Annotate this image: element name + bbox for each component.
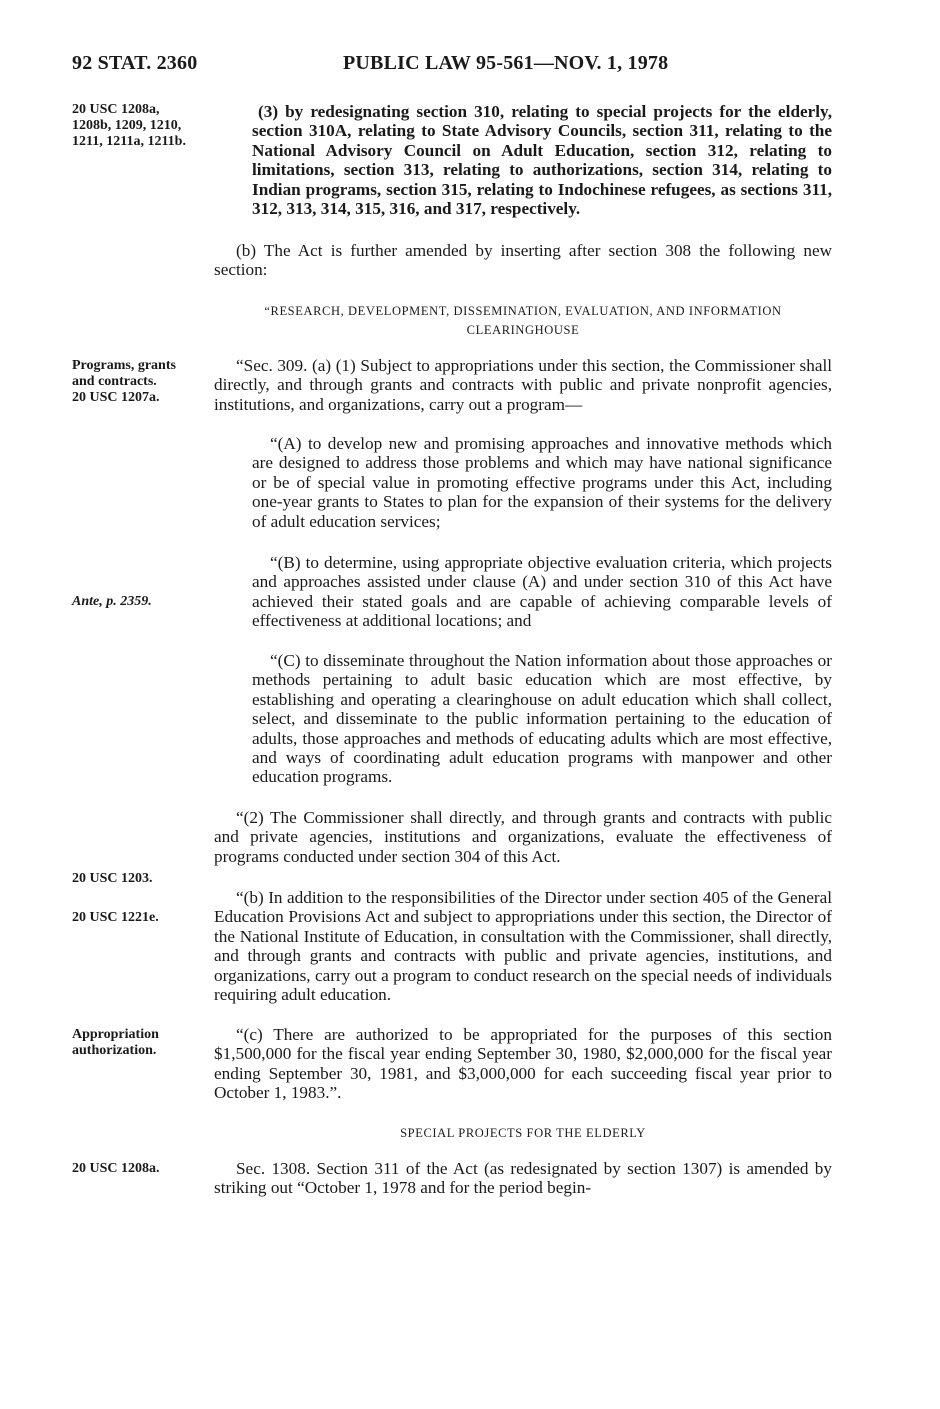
running-header: PUBLIC LAW 95-561—NOV. 1, 1978: [343, 52, 669, 74]
subsection-a2: “(2) The Commissioner shall directly, and through grants and contracts with public and private agencies, institutions and organizations, evaluate the effectiveness of programs conducted under section 304 of this Act.: [214, 808, 832, 866]
clause-b: “(B) to determine, using appropriate objective evaluation criteria, which projects and approaches assisted under clause (A) and under section 310 of this Act have achieved their stated goals and are capable of achieving comparable levels of effectiveness at additional locations; and: [252, 553, 832, 631]
margin-note-programs-usc: 20 USC 1207a.: [72, 390, 160, 405]
margin-note-appropriation: Appropriation authorization.: [72, 1027, 159, 1058]
paragraph-b: (b) The Act is further amended by inserting after section 308 the following new section:: [214, 241, 832, 280]
stat-page-number: 92 STAT. 2360: [72, 52, 198, 74]
clause-c: “(C) to disseminate throughout the Nation information about those approaches or methods pertaining to adult basic education which are most effective, by establishing and operating a clearinghouse on adult education which shall collect, select, and disseminate to the public information pertaining to the education of adults, those approaches and methods of educating adults which are most effective, and ways of coordinating adult education programs with manpower and other education programs.: [252, 651, 832, 787]
subsection-b: “(b) In addition to the responsibilities of the Director under section 405 of the General Education Provisions Act and subject to appropriations under this section, the Director of the National Institute of Education, in consultation with the Commissioner, shall directly, and through grants and contracts with public and private agencies, institutions, and organizations, carry out a program to conduct research on the special needs of individuals requiring adult education.: [214, 888, 832, 1005]
margin-note-usc-1208a: 20 USC 1208a.: [72, 1161, 160, 1176]
section-heading-research: “RESEARCH, DEVELOPMENT, DISSEMINATION, EVALUATION, AND INFORMATION CLEARINGHOUSE: [264, 304, 782, 337]
margin-note-usc-1203: 20 USC 1203.: [72, 871, 153, 886]
paragraph-3: (3) by redesignating section 310, relating to special projects for the elderly, section 310A, relating to State Advisory Councils, section 311, relating to the National Advisory Council on Adult Education, section 312, relating to limitations, section 313, relating to authorizations, section 314, relating to Indian programs, section 315, relating to Indochinese refugees, as sections 311, 312, 313, 314, 315, 316, and 317, respectively.: [252, 102, 832, 219]
section-heading-elderly: SPECIAL PROJECTS FOR THE ELDERLY: [400, 1126, 646, 1140]
subsection-c: “(c) There are authorized to be appropriated for the purposes of this section $1,500,000 for the fiscal year ending September 30, 1980, $2,000,000 for the fiscal year ending September 30, 1981, and $3,000,000 for each succeeding fiscal year prior to October 1, 1983.”.: [214, 1025, 832, 1103]
clause-a: “(A) to develop new and promising approaches and innovative methods which are designed to address those problems and which may have national significance or be of special value in promoting effective programs under this Act, including one-year grants to States to plan for the expansion of their systems for the delivery of adult education services;: [252, 434, 832, 531]
margin-note-programs: Programs, grants and contracts.: [72, 358, 176, 389]
section-1308: Sec. 1308. Section 311 of the Act (as redesignated by section 1307) is amended by striking out “October 1, 1978 and for the period begin-: [214, 1159, 832, 1198]
section-309-intro: “Sec. 309. (a) (1) Subject to appropriations under this section, the Commissioner shall directly, and through grants and contracts with public and private nonprofit agencies, institutions, and organizations, carry out a program—: [214, 356, 832, 414]
margin-note-usc-list: 20 USC 1208a, 1208b, 1209, 1210, 1211, 1211a, 1211b.: [72, 102, 186, 149]
margin-note-usc-1221e: 20 USC 1221e.: [72, 910, 159, 925]
margin-note-ante: Ante, p. 2359.: [72, 594, 152, 609]
